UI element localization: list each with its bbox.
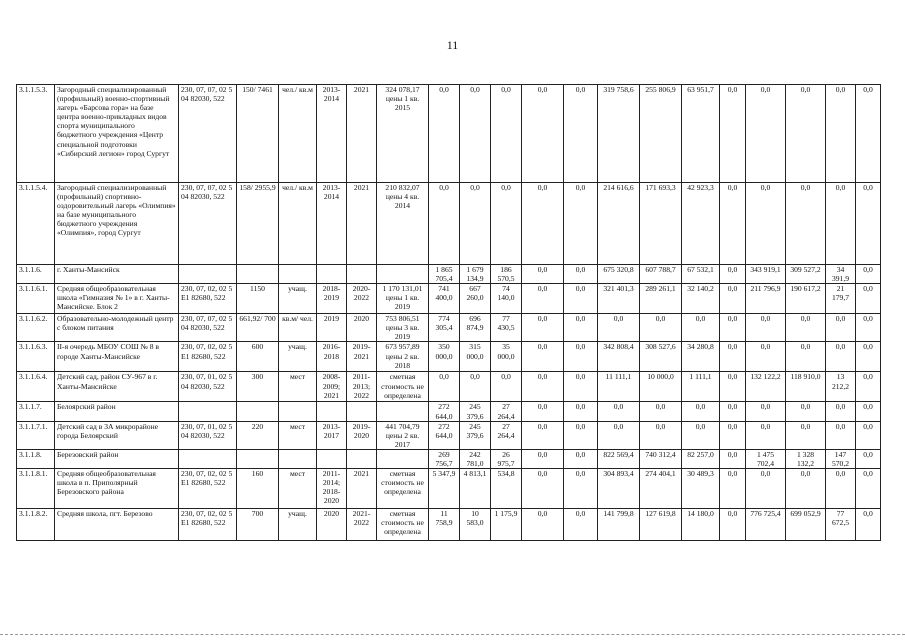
cell-v11: 309 527,2 [786, 265, 826, 284]
cell-v13: 0,0 [856, 314, 881, 342]
cell-code: 3.1.1.6. [17, 265, 55, 284]
cell-v5: 0,0 [564, 85, 598, 183]
cell-code: 3.1.1.7.1. [17, 421, 55, 449]
cell-v6: 675 320,8 [598, 265, 640, 284]
cell-v11: 0,0 [786, 314, 826, 342]
cell-v10: 0,0 [746, 421, 786, 449]
cell-unit: чел./ кв.м [279, 183, 317, 265]
cell-v11: 0,0 [786, 469, 826, 509]
table-row [17, 469, 881, 509]
table-row [17, 372, 881, 402]
cell-end [347, 402, 377, 421]
cell-end: 2020 [347, 314, 377, 342]
cell-v8: 0,0 [682, 421, 720, 449]
cell-v7: 740 312,4 [640, 449, 682, 468]
cell-v12: 0,0 [826, 402, 856, 421]
cell-v10: 343 919,1 [746, 265, 786, 284]
cell-v9: 0,0 [720, 314, 746, 342]
cell-code: 3.1.1.6.2. [17, 314, 55, 342]
cell-v1: 1 865 705,4 [429, 265, 460, 284]
cell-v4: 0,0 [522, 314, 564, 342]
cell-unit: чел./ кв.м [279, 85, 317, 183]
cell-start: 2016-2018 [317, 342, 347, 372]
cell-unit [279, 402, 317, 421]
cell-v5: 0,0 [564, 402, 598, 421]
cell-v13: 0,0 [856, 421, 881, 449]
cell-v2: 245 379,6 [460, 402, 491, 421]
cell-v12: 13 212,2 [826, 372, 856, 402]
cell-unit: учащ. [279, 284, 317, 314]
cell-v11: 0,0 [786, 85, 826, 183]
cell-v2: 315 000,0 [460, 342, 491, 372]
cell-cost: 673 957,89 цены 2 кв. 2018 [377, 342, 429, 372]
cell-kbk: 230, 07, 07, 02 5 04 82030, 522 [179, 85, 237, 183]
cell-v10: 0,0 [746, 342, 786, 372]
cell-v9: 0,0 [720, 85, 746, 183]
cell-v10: 0,0 [746, 314, 786, 342]
cell-kbk: 230, 07, 02, 02 5 Е1 82680, 522 [179, 509, 237, 541]
cell-v12: 0,0 [826, 85, 856, 183]
cell-v9: 0,0 [720, 284, 746, 314]
table-row [17, 509, 881, 541]
cell-end: 2021 [347, 183, 377, 265]
cell-start: 2018-2019 [317, 284, 347, 314]
cell-name: Детский сад в 3А микрорайоне города Белоярский [55, 421, 179, 449]
cell-v3: 26 975,7 [491, 449, 522, 468]
cell-v9: 0,0 [720, 265, 746, 284]
cell-start [317, 402, 347, 421]
cell-kbk [179, 449, 237, 468]
cell-v9: 0,0 [720, 372, 746, 402]
cell-v1: 0,0 [429, 372, 460, 402]
cell-v4: 0,0 [522, 85, 564, 183]
cell-v6: 0,0 [598, 314, 640, 342]
cell-v10: 1 475 702,4 [746, 449, 786, 468]
cell-code: 3.1.1.7. [17, 402, 55, 421]
cell-v9: 0,0 [720, 402, 746, 421]
cell-cost: 324 078,17 цены 1 кв. 2015 [377, 85, 429, 183]
cell-v6: 342 808,4 [598, 342, 640, 372]
cell-v13: 0,0 [856, 284, 881, 314]
cell-v3: 186 570,5 [491, 265, 522, 284]
cell-v5: 0,0 [564, 372, 598, 402]
cell-v7: 0,0 [640, 402, 682, 421]
cell-v11: 0,0 [786, 342, 826, 372]
cell-v7: 0,0 [640, 314, 682, 342]
cell-start [317, 449, 347, 468]
cell-v11: 0,0 [786, 421, 826, 449]
cell-v12: 0,0 [826, 183, 856, 265]
cell-name: Березовский район [55, 449, 179, 468]
cell-v8: 32 140,2 [682, 284, 720, 314]
cell-v2: 0,0 [460, 85, 491, 183]
cell-code: 3.1.1.5.4. [17, 183, 55, 265]
cell-v4: 0,0 [522, 183, 564, 265]
cell-v1: 5 347,9 [429, 469, 460, 509]
cell-name: Образовательно-молодежный центр с блоком питания [55, 314, 179, 342]
cell-v4: 0,0 [522, 284, 564, 314]
cell-v9: 0,0 [720, 342, 746, 372]
cell-capacity [237, 449, 279, 468]
cell-v3: 74 140,0 [491, 284, 522, 314]
cell-v13: 0,0 [856, 342, 881, 372]
cell-v3: 0,0 [491, 183, 522, 265]
cell-capacity: 150/ 7461 [237, 85, 279, 183]
cell-v3: 534,8 [491, 469, 522, 509]
cell-cost: 441 704,79 цены 2 кв. 2017 [377, 421, 429, 449]
cell-v13: 0,0 [856, 265, 881, 284]
table-row [17, 342, 881, 372]
cell-end [347, 449, 377, 468]
cell-kbk [179, 265, 237, 284]
cell-v5: 0,0 [564, 509, 598, 541]
cell-v3: 35 000,0 [491, 342, 522, 372]
cell-v13: 0,0 [856, 449, 881, 468]
cell-v12: 0,0 [826, 421, 856, 449]
cell-v4: 0,0 [522, 402, 564, 421]
cell-v2: 696 874,9 [460, 314, 491, 342]
cell-unit: кв.м/ чел. [279, 314, 317, 342]
cell-v5: 0,0 [564, 183, 598, 265]
cell-cost [377, 449, 429, 468]
table-row [17, 265, 881, 284]
cell-v7: 127 619,8 [640, 509, 682, 541]
cell-v7: 308 527,6 [640, 342, 682, 372]
cell-v4: 0,0 [522, 372, 564, 402]
cell-v8: 42 923,3 [682, 183, 720, 265]
cell-kbk: 230, 07, 02, 02 5 Е1 82680, 522 [179, 469, 237, 509]
cell-end: 2021-2022 [347, 509, 377, 541]
cell-v4: 0,0 [522, 421, 564, 449]
table-row [17, 314, 881, 342]
cell-v7: 607 788,7 [640, 265, 682, 284]
cell-v4: 0,0 [522, 265, 564, 284]
cell-v6: 11 111,1 [598, 372, 640, 402]
cell-v6: 0,0 [598, 402, 640, 421]
table-row [17, 183, 881, 265]
cell-capacity: 600 [237, 342, 279, 372]
cell-v8: 30 489,3 [682, 469, 720, 509]
cell-v7: 255 806,9 [640, 85, 682, 183]
table-row [17, 421, 881, 449]
cell-v6: 321 401,3 [598, 284, 640, 314]
cell-v9: 0,0 [720, 449, 746, 468]
cell-v4: 0,0 [522, 449, 564, 468]
cell-v2: 0,0 [460, 183, 491, 265]
cell-capacity [237, 265, 279, 284]
cell-v5: 0,0 [564, 265, 598, 284]
cell-v9: 0,0 [720, 509, 746, 541]
cell-v6: 822 569,4 [598, 449, 640, 468]
cell-v9: 0,0 [720, 183, 746, 265]
cell-v5: 0,0 [564, 284, 598, 314]
cell-v1: 0,0 [429, 85, 460, 183]
cell-v6: 0,0 [598, 421, 640, 449]
cell-name: Загородный специализированный (профильный) спортивно-оздоровительный лагерь «Олимпия» на базе муниципального бюджетного учреждения «Олимпия», город Сургут [55, 183, 179, 265]
cell-start: 2011-2014; 2018-2020 [317, 469, 347, 509]
cell-cost: сметная стоимость не определена [377, 372, 429, 402]
cell-v2: 667 260,0 [460, 284, 491, 314]
cell-v11: 0,0 [786, 402, 826, 421]
cell-v5: 0,0 [564, 314, 598, 342]
cell-name: Средняя школа, пгт. Березово [55, 509, 179, 541]
cell-start: 2013-2017 [317, 421, 347, 449]
cell-v13: 0,0 [856, 402, 881, 421]
cell-v1: 269 756,7 [429, 449, 460, 468]
cell-capacity: 700 [237, 509, 279, 541]
page-bottom-edge [0, 634, 905, 635]
cell-v1: 272 644,0 [429, 421, 460, 449]
cell-v1: 0,0 [429, 183, 460, 265]
cell-v10: 211 796,9 [746, 284, 786, 314]
cell-kbk: 230, 07, 01, 02 5 04 82030, 522 [179, 421, 237, 449]
cell-v11: 190 617,2 [786, 284, 826, 314]
cell-end: 2020-2022 [347, 284, 377, 314]
cell-v2: 242 781,0 [460, 449, 491, 468]
cell-name: Средняя общеобразовательная школа «Гимназия № 1» в г. Ханты-Мансийске. Блок 2 [55, 284, 179, 314]
cell-v2: 0,0 [460, 372, 491, 402]
cell-v6: 214 616,6 [598, 183, 640, 265]
cell-v1: 774 305,4 [429, 314, 460, 342]
cell-name: Детский сад, район СУ-967 в г. Ханты-Мансийске [55, 372, 179, 402]
cell-cost: 210 832,07 цены 4 кв. 2014 [377, 183, 429, 265]
cell-v5: 0,0 [564, 421, 598, 449]
cell-code: 3.1.1.6.3. [17, 342, 55, 372]
cell-v12: 0,0 [826, 314, 856, 342]
cell-v7: 289 261,1 [640, 284, 682, 314]
cell-v8: 63 951,7 [682, 85, 720, 183]
cell-cost [377, 402, 429, 421]
cell-v12: 34 391,9 [826, 265, 856, 284]
table-row [17, 284, 881, 314]
cell-unit: мест [279, 469, 317, 509]
cell-v7: 0,0 [640, 421, 682, 449]
cell-v10: 0,0 [746, 402, 786, 421]
cell-v13: 0,0 [856, 183, 881, 265]
cell-v13: 0,0 [856, 469, 881, 509]
cell-v8: 0,0 [682, 402, 720, 421]
cell-v8: 82 257,0 [682, 449, 720, 468]
investment-table [16, 84, 881, 541]
cell-unit [279, 265, 317, 284]
cell-capacity: 160 [237, 469, 279, 509]
cell-name: Загородный специализированный (профильный) военно-спортивный лагерь «Барсова гора» на базе центра военно-прикладных видов спорта муниципального бюджетного учреждения «Центр специальной подготовки «Сибирский легион» город Сургут [55, 85, 179, 183]
cell-v7: 274 404,1 [640, 469, 682, 509]
cell-v13: 0,0 [856, 85, 881, 183]
cell-end: 2021 [347, 85, 377, 183]
cell-code: 3.1.1.8.2. [17, 509, 55, 541]
cell-v6: 141 799,8 [598, 509, 640, 541]
cell-v1: 350 000,0 [429, 342, 460, 372]
cell-kbk: 230, 07, 07, 02 5 04 82030, 522 [179, 314, 237, 342]
cell-code: 3.1.1.6.4. [17, 372, 55, 402]
cell-v7: 10 000,0 [640, 372, 682, 402]
cell-v8: 34 280,8 [682, 342, 720, 372]
cell-start: 2013-2014 [317, 183, 347, 265]
cell-v11: 0,0 [786, 183, 826, 265]
cell-cost: 753 806,51 цены 3 кв. 2019 [377, 314, 429, 342]
cell-v6: 319 758,6 [598, 85, 640, 183]
table-body [17, 85, 881, 541]
cell-cost: сметная стоимость не определена [377, 469, 429, 509]
cell-end [347, 265, 377, 284]
cell-name: Средняя общеобразовательная школа в п. Приполярный Березовского района [55, 469, 179, 509]
cell-kbk: 230, 07, 02, 02 5 Е1 82680, 522 [179, 284, 237, 314]
cell-name: г. Ханты-Мансийск [55, 265, 179, 284]
cell-kbk [179, 402, 237, 421]
cell-v8: 67 532,1 [682, 265, 720, 284]
cell-v1: 741 400,0 [429, 284, 460, 314]
cell-cost: сметная стоимость не определена [377, 509, 429, 541]
cell-v9: 0,0 [720, 469, 746, 509]
cell-end: 2019-2021 [347, 342, 377, 372]
table-row [17, 449, 881, 468]
cell-capacity: 1150 [237, 284, 279, 314]
cell-v12: 0,0 [826, 469, 856, 509]
cell-code: 3.1.1.5.3. [17, 85, 55, 183]
cell-unit: мест [279, 372, 317, 402]
cell-v7: 171 693,3 [640, 183, 682, 265]
cell-v2: 245 379,6 [460, 421, 491, 449]
cell-v3: 27 264,4 [491, 421, 522, 449]
cell-unit: мест [279, 421, 317, 449]
cell-unit: учащ. [279, 509, 317, 541]
cell-unit [279, 449, 317, 468]
cell-v12: 21 179,7 [826, 284, 856, 314]
cell-v12: 147 570,2 [826, 449, 856, 468]
cell-v11: 118 910,0 [786, 372, 826, 402]
cell-v10: 132 122,2 [746, 372, 786, 402]
table-row [17, 402, 881, 421]
cell-v3: 77 430,5 [491, 314, 522, 342]
cell-capacity [237, 402, 279, 421]
cell-end: 2019-2020 [347, 421, 377, 449]
cell-v11: 1 328 132,2 [786, 449, 826, 468]
cell-code: 3.1.1.8. [17, 449, 55, 468]
cell-v1: 11 758,9 [429, 509, 460, 541]
page-number: 11 [446, 38, 459, 52]
cell-name: Белоярский район [55, 402, 179, 421]
cell-v10: 0,0 [746, 85, 786, 183]
cell-kbk: 230, 07, 07, 02 5 04 82030, 522 [179, 183, 237, 265]
table-row [17, 85, 881, 183]
cell-v9: 0,0 [720, 421, 746, 449]
cell-end: 2021 [347, 469, 377, 509]
cell-code: 3.1.1.6.1. [17, 284, 55, 314]
cell-v2: 4 813,1 [460, 469, 491, 509]
cell-v13: 0,0 [856, 509, 881, 541]
cell-start [317, 265, 347, 284]
cell-v8: 0,0 [682, 314, 720, 342]
cell-v5: 0,0 [564, 449, 598, 468]
cell-v4: 0,0 [522, 469, 564, 509]
cell-v8: 1 111,1 [682, 372, 720, 402]
cell-v2: 10 583,0 [460, 509, 491, 541]
cell-v10: 776 725,4 [746, 509, 786, 541]
cell-v1: 272 644,0 [429, 402, 460, 421]
cell-v2: 1 679 134,9 [460, 265, 491, 284]
cell-code: 3.1.1.8.1. [17, 469, 55, 509]
cell-v5: 0,0 [564, 342, 598, 372]
cell-v4: 0,0 [522, 509, 564, 541]
cell-cost: 1 170 131,01 цены 1 кв. 2019 [377, 284, 429, 314]
cell-v8: 14 180,0 [682, 509, 720, 541]
cell-v3: 0,0 [491, 85, 522, 183]
cell-v3: 27 264,4 [491, 402, 522, 421]
cell-v3: 1 175,9 [491, 509, 522, 541]
cell-start: 2013-2014 [317, 85, 347, 183]
cell-v12: 0,0 [826, 342, 856, 372]
cell-start: 2008-2009; 2021 [317, 372, 347, 402]
cell-v3: 0,0 [491, 372, 522, 402]
cell-capacity: 300 [237, 372, 279, 402]
cell-unit: учащ. [279, 342, 317, 372]
cell-capacity: 220 [237, 421, 279, 449]
cell-start: 2019 [317, 314, 347, 342]
cell-v5: 0,0 [564, 469, 598, 509]
cell-capacity: 661,92/ 700 [237, 314, 279, 342]
cell-v13: 0,0 [856, 372, 881, 402]
cell-v4: 0,0 [522, 342, 564, 372]
cell-end: 2011-2013; 2022 [347, 372, 377, 402]
cell-name: II-я очередь МБОУ СОШ № 8 в городе Ханты-Мансийске [55, 342, 179, 372]
cell-kbk: 230, 07, 01, 02 5 04 82030, 522 [179, 372, 237, 402]
cell-v6: 304 893,4 [598, 469, 640, 509]
cell-v10: 0,0 [746, 469, 786, 509]
cell-kbk: 230, 07, 02, 02 5 Е1 82680, 522 [179, 342, 237, 372]
cell-v11: 699 052,9 [786, 509, 826, 541]
cell-v10: 0,0 [746, 183, 786, 265]
cell-capacity: 158/ 2955,9 [237, 183, 279, 265]
cell-start: 2020 [317, 509, 347, 541]
cell-cost [377, 265, 429, 284]
cell-v12: 77 672,5 [826, 509, 856, 541]
